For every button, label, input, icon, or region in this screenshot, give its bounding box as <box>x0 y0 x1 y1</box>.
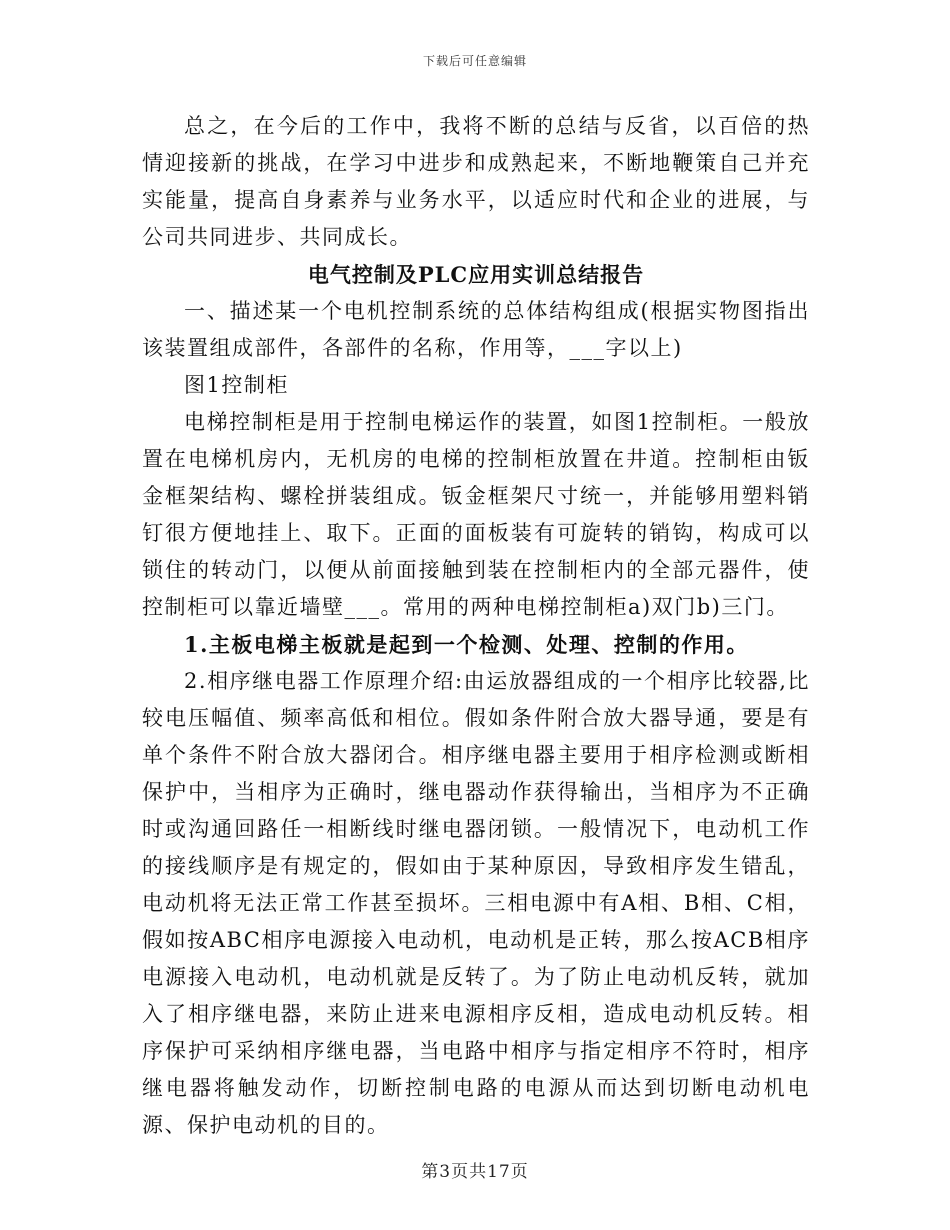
paragraph-control-cabinet: 电梯控制柜是用于控制电梯运作的装置，如图1控制柜。一般放置在电梯机房内，无机房的电梯的控制柜放置在井道。控制柜由钣金框架结构、螺栓拼装组成。钣金框架尺寸统一，并能够用塑料销钉很方便地挂上、取下。正面的面板装有可旋转的销钩，构成可以锁住的转动门，以便从前面接触到装在控制柜内的全部元器件，使控制柜可以靠近墙壁___。常用的两种电梯控制柜a)双门b)三门。 <box>142 410 810 619</box>
page-footer: 第3页共17页 <box>421 1162 529 1182</box>
page-header: 下载后可任意编辑 <box>422 54 527 68</box>
paragraph-conclusion: 总之，在今后的工作中，我将不断的总结与反省，以百倍的热情迎接新的挑战，在学习中进步和成熟起来，不断地鞭策自己并充实能量，提高自身素养与业务水平，以适应时代和企业的进展，与公司共同进步、共同成长。 <box>142 114 810 249</box>
document-body <box>142 108 810 1144</box>
paragraph-phase-relay: 2.相序继电器工作原理介绍:由运放器组成的一个相序比较器,比较电压幅值、频率高低和相位。假如条件附合放大器导通，要是有单个条件不附合放大器闭合。相序继电器主要用于相序检测或断相保护中，当相序为正确时，继电器动作获得输出，当相序为不正确时或沟通回路任一相断线时继电器闭锁。一般情况下，电动机工作的接线顺序是有规定的，假如由于某种原因，导致相序发生错乱，电动机将无法正常工作甚至损坏。三相电源中有A相、B相、C相，假如按ABC相序电源接入电动机，电动机是正转，那么按ACB相序电源接入电动机，电动机就是反转了。为了防止电动机反转，就加入了相序继电器，来防止进来电源相序反相，造成电动机反转。相序保护可采纳相序继电器，当电路中相序与指定相序不符时，相序继电器将触发动作，切断控制电路的电源从而达到切断电动机电源、保护电动机的目的。 <box>142 669 810 1137</box>
report-title: 电气控制及PLC应用实训总结报告 <box>307 262 645 287</box>
paragraph-section-one: 一、描述某一个电机控制系统的总体结构组成(根据实物图指出该装置组成部件，各部件的名称，作用等，___字以上) <box>142 299 810 360</box>
paragraph-mainboard: 1.主板电梯主板就是起到一个检测、处理、控制的作用。 <box>184 632 749 657</box>
figure-caption: 图1控制柜 <box>184 373 289 397</box>
